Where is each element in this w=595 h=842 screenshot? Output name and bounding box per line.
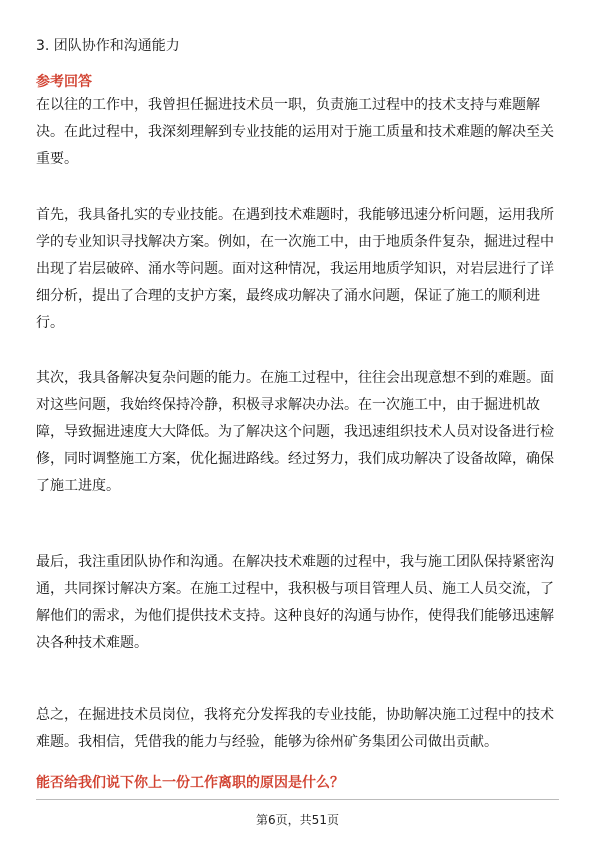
answer-paragraph-problem-solving: 其次，我具备解决复杂问题的能力。在施工过程中，往往会出现意想不到的难题。面对这些问题，我始终保持冷静，积极寻求解决办法。在一次施工中，由于掘进机故障，导致掘进速度大大降低。为了解决这个问题，我迅速组织技术人员对设备进行检修，同时调整施工方案，优化掘进路线。经过努力，我们成功解决了设备故障，确保了施工进度。 [36,370,554,494]
answer-paragraph-skills: 首先，我具备扎实的专业技能。在遇到技术难题时，我能够迅速分析问题，运用我所学的专业知识寻找解决方案。例如，在一次施工中，由于地质条件复杂，掘进过程中出现了岩层破碎、涌水等问题。面对这种情况，我运用地质学知识，对岩层进行了详细分析，提出了合理的支护方案，最终成功解决了涌水问题，保证了施工的顺利进行。 [36,207,554,331]
answer-paragraph-intro: 在以往的工作中，我曾担任掘进技术员一职，负责施工过程中的技术支持与难题解决。在此过程中，我深刻理解到专业技能的运用对于施工质量和技术难题的解决至关重要。 [36,97,554,167]
page-number-footer: 第6页，共51页 [256,813,339,827]
reference-answer-label: 参考回答 [36,74,92,90]
section-heading: 3. 团队协作和沟通能力 [36,38,180,54]
answer-paragraph-conclusion: 总之，在掘进技术员岗位，我将充分发挥我的专业技能，协助解决施工过程中的技术难题。我相信，凭借我的能力与经验，能够为徐州矿务集团公司做出贡献。 [36,707,554,750]
next-question-heading: 能否给我们说下你上一份工作离职的原因是什么？ [36,775,344,791]
footer-divider [36,799,559,800]
answer-paragraph-teamwork: 最后，我注重团队协作和沟通。在解决技术难题的过程中，我与施工团队保持紧密沟通，共同探讨解决方案。在施工过程中，我积极与项目管理人员、施工人员交流，了解他们的需求，为他们提供技术支持。这种良好的沟通与协作，使得我们能够迅速解决各种技术难题。 [36,554,554,651]
